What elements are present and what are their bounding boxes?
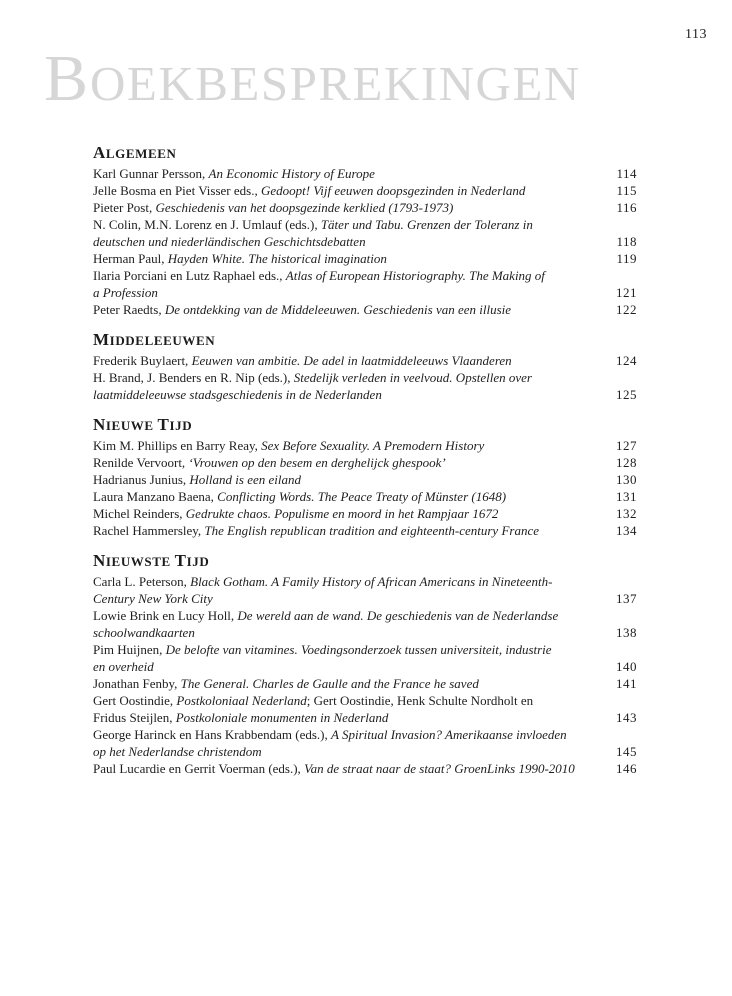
entry-page-number: 145	[616, 744, 637, 759]
smallcaps-rest: IJD	[186, 554, 210, 569]
entry-text	[93, 455, 446, 470]
toc-entry	[93, 369, 637, 403]
section-heading	[93, 552, 637, 571]
text-segment-italic: Gedrukte chaos. Populisme en moord in het Rampjaar 1672	[185, 506, 499, 521]
text-segment-roman: N. Colin, M.N. Lorenz en J. Umlauf (eds.),	[93, 217, 321, 232]
entry-page-number: 143	[616, 710, 637, 725]
section-heading	[93, 144, 637, 163]
text-segment-italic: schoolwandkaarten	[93, 625, 195, 640]
smallcaps-initial: T	[157, 415, 170, 434]
entry-page-number: 137	[616, 591, 637, 606]
text-segment-roman: Lowie Brink en Lucy Holl,	[93, 608, 238, 623]
entry-text	[93, 608, 558, 640]
text-segment-italic: Hayden White. The historical imagination	[167, 251, 387, 266]
text-segment-roman: Ilaria Porciani en Lutz Raphael eds.,	[93, 268, 286, 283]
text-segment-italic: Black Gotham. A Family History of African Americans in Nineteenth-	[190, 574, 553, 589]
smallcaps-initial: T	[174, 551, 187, 570]
toc-entry	[93, 522, 637, 539]
entry-text	[93, 268, 545, 300]
text-segment-roman: Frederik Buylaert,	[93, 353, 192, 368]
entry-page-number: 124	[616, 353, 637, 368]
entry-text	[93, 183, 525, 198]
toc-entry	[93, 301, 637, 318]
text-segment-italic: Geschiedenis van het doopsgezinde kerklied (1793-1973)	[155, 200, 454, 215]
text-segment-italic: Eeuwen van ambitie. De adel in laatmiddeleeuws Vlaanderen	[191, 353, 512, 368]
toc-entry	[93, 607, 637, 641]
text-segment-italic: A Spiritual Invasion? Amerikaanse invloeden	[331, 727, 567, 742]
text-segment-italic: De wereld aan de wand. De geschiedenis van de Nederlandse	[237, 608, 559, 623]
entry-text	[93, 727, 567, 759]
entry-text	[93, 693, 533, 725]
entry-text	[93, 353, 512, 368]
toc-entry	[93, 692, 637, 726]
text-segment-roman: Rachel Hammersley,	[93, 523, 205, 538]
page-title	[44, 42, 581, 115]
text-segment-italic: Century New York City	[93, 591, 213, 606]
toc-section	[93, 552, 637, 777]
text-segment-italic: op het Nederlandse christendom	[93, 744, 262, 759]
toc-entry	[93, 488, 637, 505]
table-of-contents	[93, 144, 637, 777]
smallcaps-initial: M	[93, 330, 110, 349]
entry-text	[93, 472, 301, 487]
text-segment-italic: Holland is een eiland	[189, 472, 301, 487]
text-segment-roman: Michel Reinders,	[93, 506, 186, 521]
smallcaps-rest: OEKBESPREKINGEN	[90, 56, 581, 111]
entry-text	[93, 302, 511, 317]
text-segment-roman: Herman Paul,	[93, 251, 168, 266]
text-segment-italic: Atlas of European Historiography. The Making of	[285, 268, 545, 283]
text-segment-roman: Renilde Vervoort,	[93, 455, 189, 470]
toc-entry	[93, 573, 637, 607]
toc-entry	[93, 250, 637, 267]
text-segment-italic: The General. Charles de Gaulle and the France he saved	[180, 676, 479, 691]
toc-section	[93, 416, 637, 539]
entry-page-number: 134	[616, 523, 637, 538]
smallcaps-initial: A	[93, 143, 106, 162]
entry-text	[93, 506, 498, 521]
entry-page-number: 128	[616, 455, 637, 470]
entry-text	[93, 200, 453, 215]
toc-entry	[93, 352, 637, 369]
entry-text	[93, 642, 552, 674]
entry-text	[93, 574, 552, 606]
text-segment-roman: Kim M. Phillips en Barry Reay,	[93, 438, 262, 453]
text-segment-roman: Pim Huijnen,	[93, 642, 166, 657]
entry-page-number: 119	[616, 251, 637, 266]
entry-page-number: 122	[616, 302, 637, 317]
text-segment-italic: Postkoloniaal Nederland	[176, 693, 307, 708]
text-segment-roman: Jelle Bosma en Piet Visser eds.,	[93, 183, 261, 198]
entry-page-number: 146	[616, 761, 637, 776]
text-segment-italic: Conflicting Words. The Peace Treaty of Münster (1648)	[217, 489, 507, 504]
smallcaps-initial: N	[93, 415, 106, 434]
entry-page-number: 116	[616, 200, 637, 215]
entry-page-number: 130	[616, 472, 637, 487]
text-segment-italic: Sex Before Sexuality. A Premodern History	[261, 438, 485, 453]
smallcaps-rest: IEUWSTE	[105, 554, 171, 569]
entry-text	[93, 489, 506, 504]
text-segment-roman: Gert Oostindie,	[93, 693, 177, 708]
text-segment-italic: en overheid	[93, 659, 154, 674]
text-segment-roman: Fridus Steijlen,	[93, 710, 176, 725]
text-segment-roman: Pieter Post,	[93, 200, 156, 215]
entry-page-number: 131	[616, 489, 637, 504]
toc-entry	[93, 760, 637, 777]
toc-entry	[93, 471, 637, 488]
text-segment-roman: ; Gert Oostindie, Henk Schulte Nordholt en	[306, 693, 534, 708]
entry-text	[93, 217, 533, 249]
text-segment-italic: De belofte van vitamines. Voedingsonderzoek tussen universiteit, industrie	[165, 642, 552, 657]
text-segment-roman: Laura Manzano Baena,	[93, 489, 218, 504]
toc-entry	[93, 165, 637, 182]
entry-page-number: 121	[616, 285, 637, 300]
entry-page-number: 132	[616, 506, 637, 521]
entry-text	[93, 438, 484, 453]
text-segment-italic: An Economic History of Europe	[208, 166, 375, 181]
entry-text	[93, 676, 479, 691]
entry-text	[93, 523, 539, 538]
entry-text	[93, 370, 532, 402]
text-segment-roman: Peter Raedts,	[93, 302, 165, 317]
toc-entry	[93, 182, 637, 199]
text-segment-roman: Hadrianus Junius,	[93, 472, 190, 487]
entry-text	[93, 251, 387, 266]
toc-entry	[93, 641, 637, 675]
text-segment-italic: Stedelijk verleden in veelvoud. Opstellen over	[293, 370, 532, 385]
toc-entry	[93, 437, 637, 454]
text-segment-roman: Carla L. Peterson,	[93, 574, 191, 589]
toc-entry	[93, 454, 637, 471]
toc-entry	[93, 199, 637, 216]
smallcaps-initial: B	[44, 42, 91, 115]
text-segment-italic: deutschen und niederländischen Geschichtsdebatten	[93, 234, 366, 249]
text-segment-roman: Paul Lucardie en Gerrit Voerman (eds.),	[93, 761, 305, 776]
text-segment-italic: Gedoopt! Vijf eeuwen doopsgezinden in Nederland	[260, 183, 526, 198]
smallcaps-rest: IEUWE	[105, 418, 154, 433]
entry-page-number: 127	[616, 438, 637, 453]
toc-entry	[93, 267, 637, 301]
text-segment-italic: De ontdekking van de Middeleeuwen. Geschiedenis van een illusie	[164, 302, 512, 317]
entry-text	[93, 166, 375, 181]
entry-page-number: 115	[616, 183, 637, 198]
entry-page-number: 138	[616, 625, 637, 640]
text-segment-roman: Jonathan Fenby,	[93, 676, 181, 691]
toc-entry	[93, 505, 637, 522]
toc-entry	[93, 216, 637, 250]
text-segment-italic: The English republican tradition and eighteenth-century France	[204, 523, 539, 538]
smallcaps-rest: IJD	[169, 418, 193, 433]
text-segment-italic: Täter und Tabu. Grenzen der Toleranz in	[320, 217, 533, 232]
text-segment-italic: laatmiddeleeuwse stadsgeschiedenis in de Nederlanden	[93, 387, 382, 402]
page-number: 113	[685, 27, 707, 42]
toc-section	[93, 331, 637, 403]
toc-section	[93, 144, 637, 318]
entry-text	[93, 761, 575, 776]
text-segment-roman: Karl Gunnar Persson,	[93, 166, 209, 181]
text-segment-roman: George Harinck en Hans Krabbendam (eds.),	[93, 727, 332, 742]
entry-page-number: 141	[616, 676, 637, 691]
entry-page-number: 118	[616, 234, 637, 249]
toc-entry	[93, 675, 637, 692]
smallcaps-initial: N	[93, 551, 106, 570]
text-segment-italic: ‘Vrouwen op den besem en derghelijck ghespook’	[188, 455, 446, 470]
toc-entry	[93, 726, 637, 760]
section-heading	[93, 331, 637, 350]
section-heading	[93, 416, 637, 435]
entry-page-number: 114	[616, 166, 637, 181]
text-segment-italic: Van de straat naar de staat? GroenLinks 1990-2010	[304, 761, 575, 776]
smallcaps-rest: IDDELEEUWEN	[109, 333, 216, 348]
smallcaps-rest: LGEMEEN	[105, 146, 177, 161]
text-segment-italic: Postkoloniale monumenten in Nederland	[175, 710, 389, 725]
text-segment-roman: H. Brand, J. Benders en R. Nip (eds.),	[93, 370, 294, 385]
entry-page-number: 125	[616, 387, 637, 402]
entry-page-number: 140	[616, 659, 637, 674]
text-segment-italic: a Profession	[93, 285, 158, 300]
